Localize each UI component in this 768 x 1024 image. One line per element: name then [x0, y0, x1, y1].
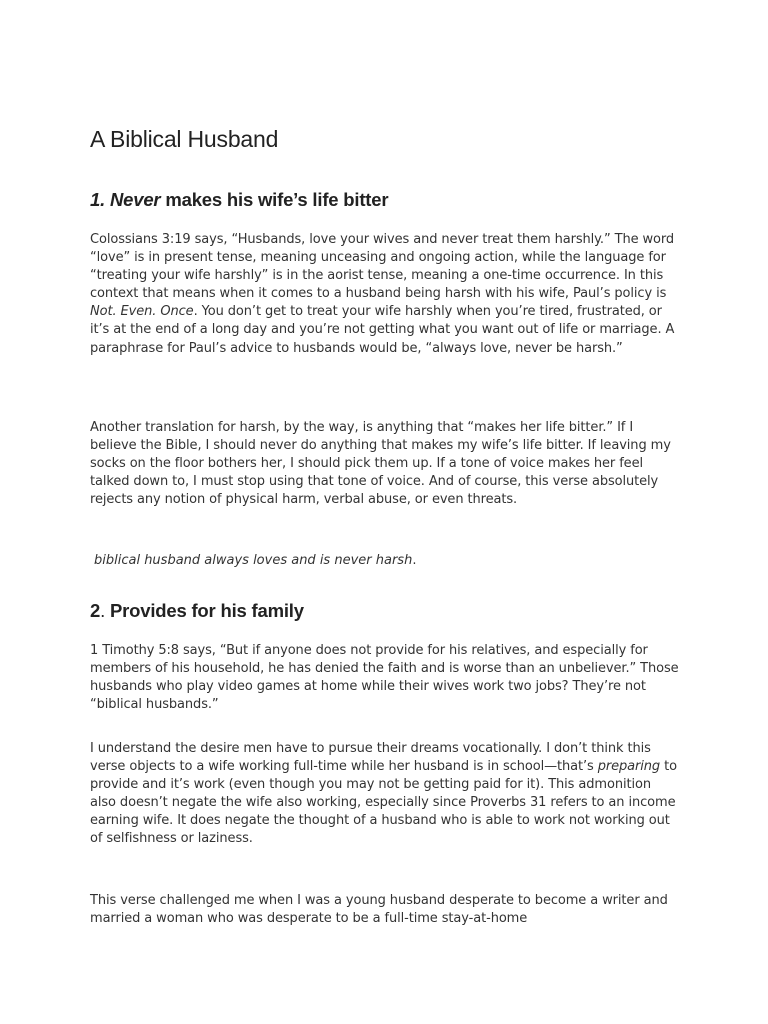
section-2-heading	[90, 600, 304, 622]
paragraph-text: This verse challenged me when I was a young husband desperate to become a writer and married a woman who was desperate to be a full-time stay-at-home	[90, 893, 668, 927]
paragraph-text: Colossians 3:19 says, “Husbands, love your wives and never treat them harshly.” The word “love” is in present tense, meaning unceasing and ongoing action, while the language for “treating your wife harshly” is in the aorist tense, meaning a one-time occurrence. In this context that means when it comes to a husband being harsh with his wife, Paul’s policy is	[90, 232, 675, 302]
section-2-heading-text: Provides for his family	[105, 600, 304, 621]
paragraph-emphasis: preparing	[597, 759, 661, 775]
section-1-paragraph-2	[90, 419, 680, 509]
section-1-number: 1.	[90, 189, 106, 210]
section-1-summary	[94, 552, 416, 570]
section-2-paragraph-1	[90, 642, 680, 714]
section-2-paragraph-3	[90, 892, 680, 928]
section-2-paragraph-2	[90, 740, 680, 849]
section-2-number: 2	[90, 600, 101, 621]
section-1-emphasis: Never	[109, 189, 161, 210]
section-1-heading	[90, 189, 388, 211]
section-2-number-suffix: .	[100, 600, 106, 621]
section-1-paragraph-1	[90, 231, 680, 358]
document-title: A Biblical Husband	[90, 126, 279, 152]
paragraph-text: I understand the desire men have to pursue their dreams vocationally. I don’t think this verse objects to a wife working full-time while her husband is in school—that’s	[90, 741, 651, 775]
paragraph-text: Another translation for harsh, by the way, is anything that “makes her life bitter.” If I believe the Bible, I should never do anything that makes my wife’s life bitter. If leaving my socks on the floor bothers her, I should pick them up. If a tone of voice makes her feel talked down to, I must stop using that tone of voice. And of course, this verse absolutely rejects any notion of physical harm, verbal abuse, or even threats.	[90, 420, 671, 508]
summary-text: biblical husband always loves and is never harsh	[94, 553, 413, 568]
summary-period: .	[412, 553, 417, 568]
paragraph-emphasis: Not. Even. Once	[90, 304, 194, 320]
paragraph-text: to provide and it’s work (even though you may not be getting paid for it). This admonition also doesn’t negate the wife also working, especially since Proverbs 31 refers to an income earning wife. It does negate the thought of a husband who is able to work not working out of selfishness or laziness.	[90, 759, 677, 847]
paragraph-text: 1 Timothy 5:8 says, “But if anyone does not provide for his relatives, and especially for members of his household, he has denied the faith and is worse than an unbeliever.” Those husbands who play video games at home while their wives work two jobs? They’re not “biblical husbands.”	[90, 643, 679, 713]
paragraph-text: . You don’t get to treat your wife harshly when you’re tired, frustrated, or it’s at the end of a long day and you’re not getting what you want out of life or marriage. A paraphrase for Paul’s advice to husbands would be, “always love, never be harsh.”	[90, 304, 675, 356]
section-1-heading-text: makes his wife’s life bitter	[160, 189, 389, 210]
